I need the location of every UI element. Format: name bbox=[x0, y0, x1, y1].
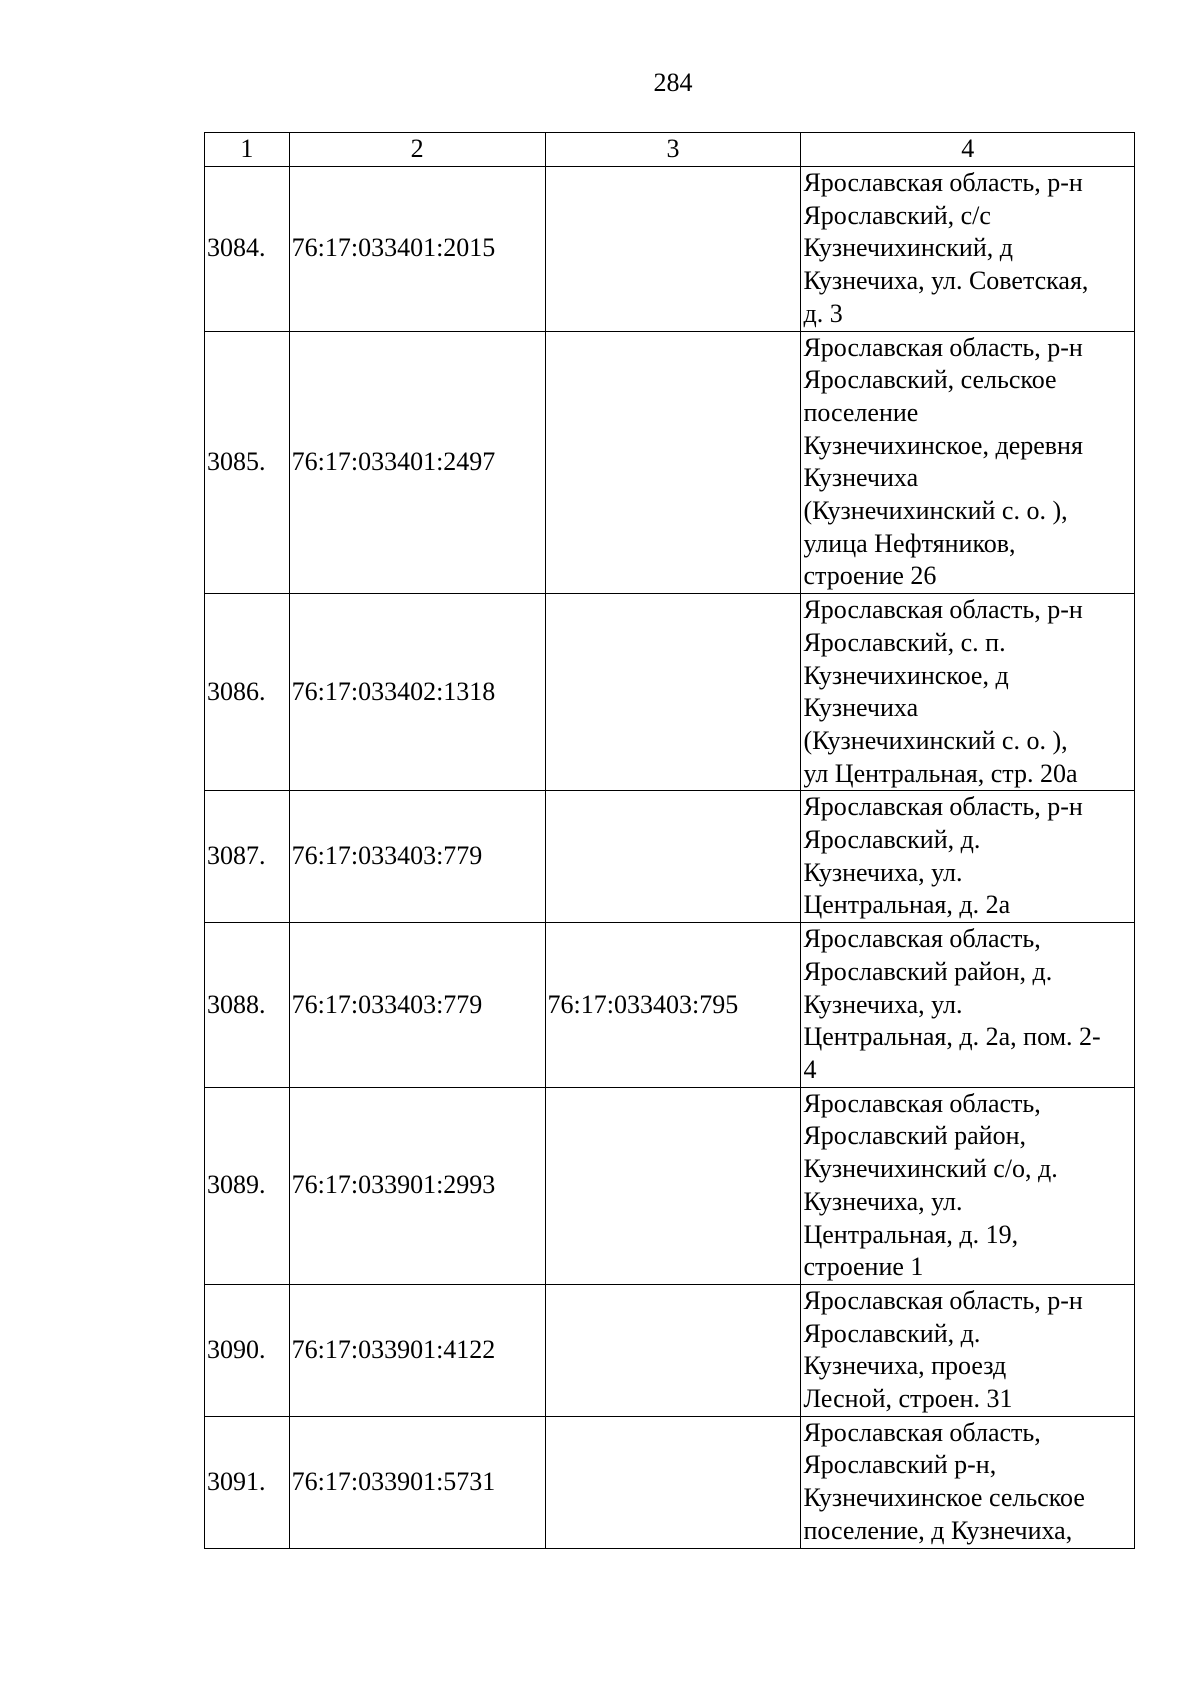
column-header-3: 3 bbox=[545, 133, 801, 167]
page-number: 284 bbox=[653, 68, 693, 97]
cell-number: 3086. bbox=[205, 594, 290, 791]
cell-related-cadastral-number bbox=[545, 1087, 801, 1284]
registry-table bbox=[204, 132, 1135, 1549]
cell-number: 3089. bbox=[205, 1087, 290, 1284]
cell-related-cadastral-number bbox=[545, 167, 801, 332]
table-row bbox=[205, 167, 1135, 332]
cell-number: 3088. bbox=[205, 923, 290, 1088]
cell-cadastral-number: 76:17:033402:1318 bbox=[289, 594, 545, 791]
cell-number: 3085. bbox=[205, 331, 290, 594]
cell-address: Ярославская область, р-н Ярославский, д. Кузнечиха, проезд Лесной, строен. 31 bbox=[801, 1284, 1135, 1416]
cell-cadastral-number: 76:17:033901:4122 bbox=[289, 1284, 545, 1416]
cell-number: 3084. bbox=[205, 167, 290, 332]
cell-number: 3087. bbox=[205, 791, 290, 923]
cell-related-cadastral-number bbox=[545, 594, 801, 791]
cell-cadastral-number: 76:17:033403:779 bbox=[289, 791, 545, 923]
cell-related-cadastral-number bbox=[545, 331, 801, 594]
table-row bbox=[205, 791, 1135, 923]
cell-address: Ярославская область, Ярославский район, Кузнечихинский с/о, д. Кузнечиха, ул. Центральная, д. 19, строение 1 bbox=[801, 1087, 1135, 1284]
cell-address: Ярославская область, р-н Ярославский, сельское поселение Кузнечихинское, деревня Кузнечиха (Кузнечихинский с. о. ), улица Нефтяников, строение 26 bbox=[801, 331, 1135, 594]
table-row bbox=[205, 1087, 1135, 1284]
cell-related-cadastral-number: 76:17:033403:795 bbox=[545, 923, 801, 1088]
column-header-4: 4 bbox=[801, 133, 1135, 167]
table-row bbox=[205, 594, 1135, 791]
cell-address: Ярославская область, р-н Ярославский, д. Кузнечиха, ул. Центральная, д. 2а bbox=[801, 791, 1135, 923]
cell-address: Ярославская область, р-н Ярославский, с/с Кузнечихинский, д Кузнечиха, ул. Советская, д. 3 bbox=[801, 167, 1135, 332]
cell-related-cadastral-number bbox=[545, 791, 801, 923]
table-row bbox=[205, 1416, 1135, 1548]
cell-address: Ярославская область, р-н Ярославский, с. п. Кузнечихинское, д Кузнечиха (Кузнечихинский с. о. ), ул Центральная, стр. 20а bbox=[801, 594, 1135, 791]
table-row bbox=[205, 923, 1135, 1088]
table-header-row bbox=[205, 133, 1135, 167]
column-header-1: 1 bbox=[205, 133, 290, 167]
cell-cadastral-number: 76:17:033401:2497 bbox=[289, 331, 545, 594]
cell-number: 3090. bbox=[205, 1284, 290, 1416]
cell-related-cadastral-number bbox=[545, 1284, 801, 1416]
cell-number: 3091. bbox=[205, 1416, 290, 1548]
cell-cadastral-number: 76:17:033901:5731 bbox=[289, 1416, 545, 1548]
table-row bbox=[205, 331, 1135, 594]
cell-cadastral-number: 76:17:033901:2993 bbox=[289, 1087, 545, 1284]
cell-related-cadastral-number bbox=[545, 1416, 801, 1548]
cell-cadastral-number: 76:17:033401:2015 bbox=[289, 167, 545, 332]
cell-address: Ярославская область, Ярославский район, д. Кузнечиха, ул. Центральная, д. 2а, пом. 2- 4 bbox=[801, 923, 1135, 1088]
cell-cadastral-number: 76:17:033403:779 bbox=[289, 923, 545, 1088]
table-row bbox=[205, 1284, 1135, 1416]
column-header-2: 2 bbox=[289, 133, 545, 167]
cell-address: Ярославская область, Ярославский р-н, Кузнечихинское сельское поселение, д Кузнечиха, bbox=[801, 1416, 1135, 1548]
